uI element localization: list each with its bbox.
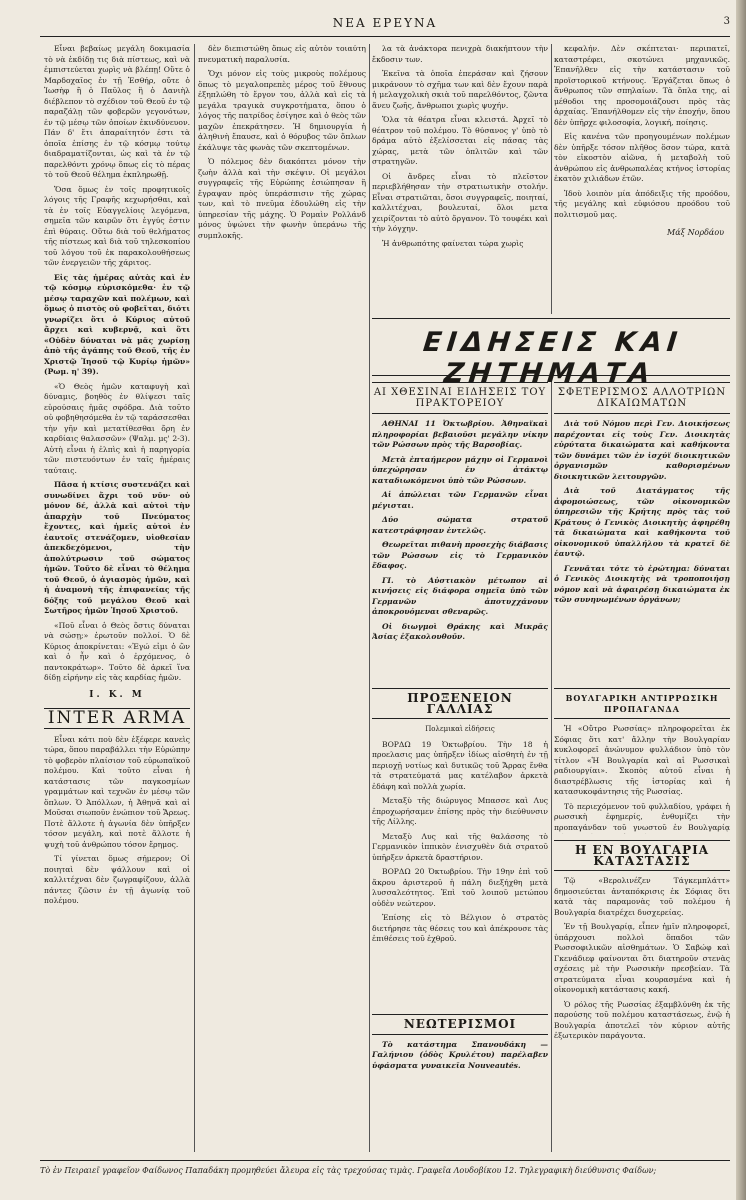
news-paragraph: ΒΟΡΔΩ 19 Ὀκτωβρίου. Τὴν 18 ἡ προελασις μας ὑπῆρξεν ἰδίως αἰσθητὴ ἐν τῇ περιοχῇ νοτίως καὶ δυτικῶς τοῦ Ἄρρας ἔνθα τὰ στρατεύματά μας κατέλαβον ἀρκετὰ ἐδάφη καὶ πολλὰ χωρία. xyxy=(372,739,548,791)
column-3 xyxy=(372,44,548,347)
column-4 xyxy=(554,44,730,356)
article-paragraph: Εἰς κανένα τῶν προηγουμένων πολέμων δὲν ὑπῆρξε τόσον πλῆθος ὅσον τώρα, κατὰ τὸν εἰκοστὸν αἰῶνα, ἡ μεταβολὴ τοῦ ἀνθρώπου εἰς ἀνθρωπαλέας κτήνος ἱστορίας ἐκατὸν χιλιάδων ἐτῶν. xyxy=(554,132,730,183)
news-paragraph: Αἱ ἀπώλειαι τῶν Γερμανῶν εἶναι μέγισται. xyxy=(372,490,548,510)
article-paragraph: λα τὰ ἀνάκτορα πενιχρὰ διακήπτουν τὴν ἔκδοσιν των. xyxy=(372,44,548,64)
page-footer: Τὸ ἐν Πειραιεῖ γραφεῖον Φαίδωνος Παπαδάκη προμηθεύει ἄλευρα εἰς τὰς τρεχούσας τιμὰς. Γραφεῖα Λουδοβίκου 12. Τηλεγραφικὴ διεύθυνσις Φαίδων; xyxy=(40,1160,730,1175)
article-paragraph: Ὄχι μόνον εἰς τοὺς μικροὺς πολέμους ὅπως τὸ μεγαλοπρεπὲς μέρος τοῦ ἔθνους ἐξηπλώθη τὸ ἔργον του, ἀλλὰ καὶ εἰς τὰ μεγάλα τραγικὰ συγκροτήματα, ὅπου ὁ λόγος τῆς πατρίδος ἐσίγησε καὶ ὁ θεὸς τῶν μαχῶν ἐπεκράτησεν. Ἡ δημιουργία ἡ ἀληθινὴ ἔπαυσε, καὶ ὁ θόρυβος τῶν ὅπλων ἐκάλυψε τὰς φωνὰς τῶν σκεπτομένων. xyxy=(198,69,366,152)
bulgaria-situation-heading: Η ΕΝ ΒΟΥΛΓΑΡΙΑ ΚΑΤΑΣΤΑΣΙΣ xyxy=(554,840,730,871)
news-section-banner xyxy=(372,318,730,389)
page-header xyxy=(40,14,730,37)
newspaper-title: ΝΕΑ ΕΡΕΥΝΑ xyxy=(332,16,438,30)
novelties-body xyxy=(372,1040,548,1072)
news-paragraph: Ἐπίσης εἰς τὸ Βέλγιον ὁ στρατὸς διετήρησε τὰς θέσεις του καὶ ἀπέκρουσε τὰς ἐπιθέσεις τοῦ ἐχθροῦ. xyxy=(372,913,548,943)
news-paragraph: Τὸ κατάστημα Σπανουδάκη — Γαλήνιου (ὁδὸς Κρυλέτου) παρέλαβεν ὑφάσματα γυναικεῖα Nouveautés. xyxy=(372,1039,548,1070)
news-paragraph: Ἐν τῇ Βουλγαρίᾳ, εἶπεν ἡμῖν πληροφορεῖ, ὑπάρχουσι πολλοὶ ὅπαδοι τῶν Ρωσσοφιλικῶν αἰσθημάτων. Ὁ Σαβώφ καὶ Γκενάδιεφ φαίνονται ὅτι διατηροῦν στενὰς σχέσεις μὲ τὴν Ρωσσικὴν πρεσβείαν. Τὰ στρατεύματα εἶναι κουρασμένα καὶ ἡ οἰκονομικὴ κατάστασις κακή. xyxy=(554,922,730,994)
news-paragraph: Δύο σώματα στρατοῦ κατεστράφησαν ἐντελῶς. xyxy=(372,515,548,535)
usurpation-body xyxy=(554,419,730,606)
news-paragraph: Οἱ διωγμοὶ Θράκης καὶ Μικρᾶς Ἀσίας ἐξακολουθοῦν. xyxy=(372,621,548,641)
bulgaria-situation-article xyxy=(554,840,730,1152)
article-paragraph: Οἱ ἄνδρες εἶναι τὸ πλεῖστον περιεβλήθησαν τὴν στρατιωτικὴν στολήν. Εἶναι στρατιῶται, ὅσοι συγγραφεῖς, ποιηταί, καλλιτέχναι, βουλευταί, ὅλοι μετα χειρίζονται τὸ αὐτὸ ὄργανον. Τὸ τουφέκι καὶ τὴν λόγχην. xyxy=(372,171,548,233)
news-paragraph: Ὁ ρόλος τῆς Ρωσσίας ἐξαμβλύνθη ἐκ τῆς παρούσης τοῦ πολέμου καταστάσεως, ἐνῷ ἡ Βουλγαρία ἀποτελεῖ τὸν κύριον αὐτῆς ἐξωτερικὸν παράγοντα. xyxy=(554,999,730,1040)
consulate-subheading: Πολεμικαὶ εἰδήσεις xyxy=(425,725,495,733)
page-binding-edge xyxy=(736,0,746,1200)
usurpation-article xyxy=(554,382,730,682)
usurpation-heading: ΣΦΕΤΕΡΙΣΜΟΣ ΑΛΛΟΤΡΙΩΝ ΔΙΚΑΙΩΜΑΤΩΝ xyxy=(554,382,730,414)
banner-title: ΕΙΔΗΣΕΙΣ ΚΑΙ ΖΗΤΗΜΑΤΑ xyxy=(421,327,684,389)
column-2 xyxy=(198,44,366,1152)
news-paragraph: Τῷ «Βερολινέζεν Τάγκεμπλάττ» δημοσιεύεται ἀνταπόκρισις ἐκ Σόφιας ὅτι κατὰ τὰς παραμονὰς τοῦ πολέμου ἡ Βουλγαρία διατρέχει δυσχερείας. xyxy=(554,876,730,917)
news-paragraph: ΓΙ. τὸ Αὐστιακὸν μέτωπον αἱ κινήσεις εἰς διάφορα σημεῖα ὑπὸ τῶν Γερμανῶν ἀποτυχχάνουν ἀποκρουόμεναι σθεναρῶς. xyxy=(372,575,548,616)
agency-news xyxy=(372,382,548,682)
article-paragraph: Εἶναι κάτι ποὺ δὲν ἐξέφερε κανεὶς τώρα, ὅπου παραβάλλει τὴν Εὐρώπην τὸ φοβερὸν πλαίσιον τοῦ εὐρωπαϊκοῦ πολέμου. Καὶ τοῦτο εἶναι ἡ κατάστασις τῶν παγκοσμίων γραμμάτων καὶ τεχνῶν ἐν μέσῳ τῶν ὅπλων. Ὁ Ἀπόλλων, ἡ Ἀθηνᾶ καὶ αἱ Μοῦσαι σιωποῦν ἐνώπιον τοῦ Ἄρεως. Ποτὲ ἄλλοτε ἡ ἀγωνία δὲν ὑπῆρξεν τόσον μεγάλη, καὶ ποτὲ ἄλλοτε ἡ ψυχὴ τοῦ ἀνθρώπου τόσον ἔρημος. xyxy=(44,734,190,849)
agency-news-body xyxy=(372,419,548,643)
column-rule xyxy=(194,44,195,1152)
french-consulate-news xyxy=(372,688,548,1008)
news-paragraph: ΑΘΗΝΑΙ 11 Ὀκτωβρίου. Ἀθηναϊκαὶ πληροφορίαι βεβαιοῦσι μεγάλην νίκην τῶν Ρώσσων πρὸς τῆς Βαρσοβίας. xyxy=(372,419,548,449)
article-paragraph: Εἰς τὰς ἡμέρας αὐτὰς καὶ ἐν τῷ κόσμῳ εὑρισκόμεθα· ἐν τῷ μέσῳ ταραχῶν καὶ πολέμων, καὶ ὅμως ὁ πιστὸς οὐ φοβεῖται, διότι γνωρίζει ὅτι ὁ Κύριος αὐτοῦ ἄρχει καὶ κυβερνᾷ, καὶ ὅτι «Οὐδὲν δύναται νὰ μᾶς χωρίσῃ ἀπὸ τῆς ἀγάπης τοῦ Θεοῦ, τῆς ἐν Χριστῷ Ἰησοῦ τῷ Κυρίῳ ἡμῶν» (Ρωμ. η' 39). xyxy=(44,272,190,376)
article-paragraph: δὲν διεπιστώθη ὅπως εἰς αὐτὸν τοιαύτη πνευματικὴ παραλυσία. xyxy=(198,44,366,64)
article-paragraph: Ἐκεῖνα τὰ ὁποῖα ἐπεράσαν καὶ ζήσουν μικράνουν τὸ σχῆμα των καὶ δὲν ἔχουν παρὰ ἡ μελαγχολικὴ σκιὰ τοῦ παρελθόντος, ζῶντα ἄνευ ζωῆς, ἄνθρωποι χωρὶς ψυχήν. xyxy=(372,69,548,110)
column-rule xyxy=(551,380,552,1152)
page-number: 3 xyxy=(723,16,730,27)
news-paragraph: Ἡ «Οὔτρο Ρωσσίας» πληροφορεῖται ἐκ Σόφιας ὅτι κατ' ἄλλην τὴν Βουλγαρίαν κυκλοφορεῖ ἀνώνυμον φυλλάδιον ὑπὸ τὸν τίτλον «Ἡ Βουλγαρία καὶ αἱ Ρωσσικαὶ ραδιουργίαι». Σκοπὸς αὐτοῦ εἶναι ἡ διαστρέβλωσις τῆς ἱστορίας καὶ ἡ κατασυκοφάντησις τῆς Ρωσσίας. xyxy=(554,724,730,796)
novelties-notice xyxy=(372,1014,548,1152)
article-paragraph: Ἡ ἀνθρωπότης φαίνεται τώρα χωρὶς xyxy=(382,238,524,248)
news-paragraph: Μεταξὺ τῆς διώρυγος Μπασσε καὶ Λυς ἐπροχωρήσαμεν ἐπίσης πρὸς τὴν διεύθυνσιν τῆς Λίλλης. xyxy=(372,796,548,826)
article-paragraph: Ἰδοὺ λοιπὸν μία ἀπόδειξις τῆς προόδου, τῆς μεγάλης καὶ εὐφιόσου προόδου τοῦ πολιτισμοῦ μας. xyxy=(554,188,730,219)
article-paragraph: «Ποῦ εἶναι ὁ Θεὸς ὅστις δύναται νὰ σώσῃ;» ἐρωτοῦν πολλοί. Ὁ δὲ Κύριος ἀποκρίνεται: «Ἐγώ εἰμι ὁ ὢν καὶ ὁ ἦν καὶ ὁ ἐρχόμενος, ὁ παντοκράτωρ». Τοῦτο δὲ ἀρκεῖ ἵνα δίδῃ εἰρήνην εἰς τὰς καρδίας ἡμῶν. xyxy=(44,620,190,682)
news-paragraph: Διὰ τοῦ Νόμου περὶ Γεν. Διοικήσεως παρέχονται εἰς τοὺς Γεν. Διοικητὰς εὐρύτατα δικαιώματα καὶ καθήκοντα τῶν δυνάμει τῶν ἐν ἰσχύϊ διοικητικῶν ὀργανισμῶν καθορισμένων διοικητικῶν λειτουργῶν. xyxy=(554,419,730,481)
article-paragraph: Πᾶσα ἡ κτίσις συστενάζει καὶ συνωδίνει ἄχρι τοῦ νῦν· οὐ μόνον δέ, ἀλλὰ καὶ αὐτοὶ τὴν ἀπαρχὴν τοῦ Πνεύματος ἔχοντες, καὶ ἡμεῖς αὐτοὶ ἐν ἑαυτοῖς στενάζομεν, υἱοθεσίαν ἀπεκδεχόμενοι, τὴν ἀπολύτρωσιν τοῦ σώματος ἡμῶν. Τοῦτο δὲ εἶναι τὸ θέλημα τοῦ Θεοῦ, ὁ ἁγιασμὸς ἡμῶν, καὶ ἡ ἀναμονὴ τῆς ἐπιφανείας τῆς δόξης τοῦ μεγάλου Θεοῦ καὶ Σωτῆρος ἡμῶν Ἰησοῦ Χριστοῦ. xyxy=(44,480,190,615)
news-paragraph: Τὸ περιεχόμενον τοῦ φυλλαδίου, γράφει ἡ ρωσσικὴ ἐφημερίς, ἐνθυμίζει τὴν προπαγάνδαν τοῦ γνωστοῦ ἐν Βουλγαρίᾳ xyxy=(554,801,730,832)
article-paragraph: Ὁ πόλεμος δὲν διακόπτει μόνον τὴν ζωὴν ἀλλὰ καὶ τὴν σκέψιν. Οἱ μεγάλοι συγγραφεῖς τῆς Εὐρώπης ἐσιώπησαν ἢ ἔγραψαν πρὸς ὑπεράσπισιν τῆς χώρας των, καὶ τὸ πνεῦμα ἐδουλώθη εἰς τὴν ὑπηρεσίαν τῆς μάχης. Ὁ Ρομαὶν Ρολλάνδ μόνος ὑψώνει τὴν φωνὴν ὑπεράνω τῆς συμπλοκῆς. xyxy=(198,157,366,240)
article-signature: Μάξ Νορδάου xyxy=(667,228,724,237)
news-paragraph: Θεωρεῖται πιθανὴ προσεχὴς διάβασις τῶν Ρώσσων εἰς τὸ Γερμανικὸν ἔδαφος. xyxy=(372,540,548,570)
column-rule xyxy=(369,44,370,1152)
news-paragraph: ΒΟΡΔΩ 20 Ὀκτωβρίου. Τὴν 19ην ἐπὶ τοῦ ἄκρου ἀριστεροῦ ἡ πάλη διεξήχθη μετὰ λυσσαλεότητος. Ἐπὶ τοῦ λοιποῦ μετώπου οὐδὲν νεώτερον. xyxy=(372,867,548,908)
agency-news-heading: ΑΙ ΧΘΕΣΙΝΑΙ ΕΙΔΗΣΕΙΣ ΤΟΥ ΠΡΑΚΤΟΡΕΙΟΥ xyxy=(372,382,548,414)
news-paragraph: Μετὰ ἑπταήμερον μάχην οἱ Γερμανοὶ ὑπεχώρησαν ἐν ἀτάκτῳ καταδιωκόμενοι ὑπὸ τῶν Ρώσσων. xyxy=(372,454,548,485)
bulgarian-propaganda-article xyxy=(554,688,730,834)
article-paragraph: Εἶναι βεβαίως μεγάλη δοκιμασία τὸ νὰ ἐκδίδῃ τις διὰ πίστεως, καὶ νὰ ἐμπιστεύεται χωρὶς νὰ βλέπῃ! Οὔτε ὁ Μαρδοχαῖος ἐν τῇ Ἐσθήρ, οὔτε ὁ Ἰωσὴφ ἢ ὁ Παῦλος ἢ ὁ Δανιὴλ διέβλεπον τὸ σχέδιον τοῦ Θεοῦ ἐν τῷ παραζάλῃ τῶν φοβερῶν γεγονότων, ἐν τῷ μέσῳ τῶν ὁποίων ἐκινδύνευον. Πάν δ' ἔτι ἀπαραίτητόν ἐστι τὰ ὁποῖα ἐπίσης ἐν τῷ κόσμῳ τούτῳ διαδραματίζονται, ὡς καὶ τὰ ἐν τῷ παρελθόντι χρόνῳ ὅπως εἰς τὸ πέρας τὸ τοῦ Θεοῦ θέλημα ἐκπληρωθῇ. xyxy=(44,44,190,179)
propaganda-heading: ΒΟΥΛΓΑΡΙΚΗ ΑΝΤΙΡΡΩΣΙΚΗ ΠΡΟΠΑΓΑΝΔΑ xyxy=(554,688,730,719)
article-paragraph: Ὅσα ὅμως ἐν τοῖς προφητικοῖς λόγοις τῆς Γραφῆς κεχωρήσθαι, καὶ τὰ ἐν τοῖς Εὐαγγελίοις λεγόμενα, σημεῖα τῶν καιρῶν ὅτι ἐγγύς ἐστιν ἐπὶ θύραις. Οὕτω διὰ τοῦ θελήματος τῆς πίστεως καὶ διὰ τοῦ τηλεσκοπίου τοῦ λόγου τοῦ ἐκ παρακολουθήσεως τῶν ἐνεργειῶν τῆς χάριτος. xyxy=(44,184,190,267)
article-signature: Ι. Κ. Μ xyxy=(89,689,145,700)
inter-arma-heading: INTER ARMA xyxy=(44,708,190,729)
article-paragraph: «Ὁ Θεὸς ἡμῶν καταφυγὴ καὶ δύναμις, βοηθὸς ἐν θλίψεσι ταῖς εὑρούσαις ἡμᾶς σφόδρα. Διὰ τοῦτο οὐ φοβηθησόμεθα ἐν τῷ ταράσσεσθαι τὴν γῆν καὶ μετατίθεσθαι ὄρη ἐν καρδίαις θαλασσῶν» (Ψαλμ. μς' 2-3). Αὐτὴ εἶναι ἡ ἐλπὶς καὶ ἡ παρηγορία τῶν πιστευόντων ἐν ταῖς ἡμέραις ταύταις. xyxy=(44,381,190,475)
consulate-heading: ΠΡΟΞΕΝΕΙΟΝ ΓΑΛΛΙΑΣ xyxy=(372,688,548,719)
column-1 xyxy=(44,44,190,1152)
news-paragraph: Γεννᾶται τότε τὸ ἐρώτημα: δύναται ὁ Γενικὸς Διοικητὴς νὰ τροποποιήσῃ νόμον καὶ νὰ ἀφαιρέσῃ δικαιώματα ἐκ τῶν συνηνωμένων ὀργάνων; xyxy=(554,563,730,604)
news-paragraph: Μεταξὺ Λυς καὶ τῆς θαλάσσης τὸ Γερμανικὸν ἱππικὸν ἐνισχυθὲν διὰ στρατοῦ ὑπῆρξεν ἀρκετὰ δραστήριον. xyxy=(372,831,548,862)
news-paragraph: Διὰ τοῦ Διατάγματος τῆς ἀφομοιώσεως, τῶν οἰκονομικῶν ὑπηρεσιῶν τῆς Κρήτης πρὸς τὰς τοῦ Κράτους ὁ Γενικὸς Διοικητὴς ἀφηρέθη τὰ δικαιώματα καὶ καθήκοντα τοῦ οἰκονομικοῦ ὑπαλλήλου τὰ κρατεῖ δὲ ἑαυτῷ. xyxy=(554,486,730,558)
article-paragraph: Τί γίνεται ὅμως σήμερον; Οἱ ποιηταὶ δὲν ψάλλουν καὶ οἱ καλλιτέχναι δὲν ζωγραφίζουν, ἀλλὰ πάντες ζῶσιν ἐν τῇ ἀγωνίᾳ τοῦ πολέμου. xyxy=(44,854,190,905)
article-paragraph: κεφαλήν. Δὲν σκέπτεται· περιπατεῖ, καταστρέφει, σκοτώνει μηχανικῶς. Ἐπανῆλθεν εἰς τὴν κατάστασιν τοῦ προϊστορικοῦ κτήνους. Ἐργάζεται ὅπως ὁ ἄνθρωπος τῶν σπηλαίων. Τὰ ὅπλα της, αἱ μέθοδοι της προσομοιάζουσι πρὸς τὰς ἀρχαίας. Ἐπανήλθομεν εἰς τὴν ἐποχήν, ὅπου δὲν ὑπῆρχε φιλοσοφία, λογική, ποίησις. xyxy=(554,44,730,127)
column-rule xyxy=(551,44,552,314)
novelties-heading: ΝΕΩΤΕΡΙΣΜΟΙ xyxy=(372,1014,548,1035)
article-paragraph: Ὅλα τὰ θέατρα εἶναι κλειστά. Ἀρχεῖ τὸ θέατρον τοῦ πολέμου. Τὸ θύσανος γ' ὑπὸ τὸ δράμα αὐτὸ ἐξελίσσεται εἰς πάσας τὰς χώρας, μετὰ τῶν ὁπλιτῶν καὶ τῶν στρατηγῶν. xyxy=(372,115,548,166)
